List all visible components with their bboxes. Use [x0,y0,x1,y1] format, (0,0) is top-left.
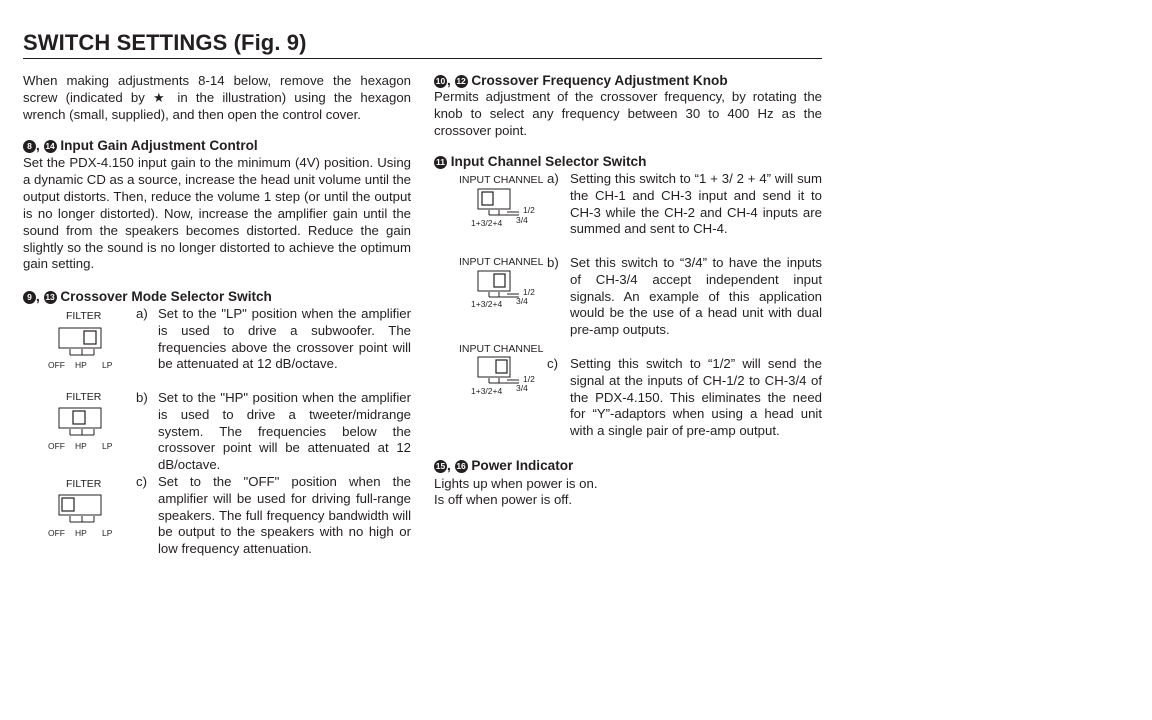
crossover-mode-item-c: Set to the "OFF" position when the amplifier will be used for driving full-range speakers. The full frequency bandwidth will be output to the speakers with no high or low frequency attenuation. [158,474,411,557]
input-pos-34: 3/4 [516,383,528,393]
gain-body: Set the PDX-4.150 input gain to the minimum (4V) position. Using a dynamic CD as a source, increase the head unit volume until the output distorts. Then, reduce the volume 1 step (or until the output is no longer distorted). Now, increase the amplifier gain until the sound from the speakers becomes distorted. Reduce the gain slightly so the sound is no longer distorted to achieve the optimum gain setting. [23,155,411,272]
filter-switch-diagram [58,407,104,439]
callout-number: 16 [456,461,466,471]
power-heading: 15 , 16 Power Indicator [435,458,574,473]
item-letter: b) [547,255,559,270]
input-pos-34: 3/4 [516,296,528,306]
power-heading-text: Power Indicator [471,458,574,473]
page-title: SWITCH SETTINGS (Fig. 9) [23,30,307,55]
crossover-mode-heading-text: Crossover Mode Selector Switch [60,289,272,304]
input-pos-half: 1/2 [523,205,535,215]
filter-switch-diagram [58,327,104,359]
callout-number: 14 [45,141,55,151]
input-channel-heading [434,153,646,170]
input-channel-item-a: Setting this switch to “1 + 3/ 2 + 4” will sum the CH-1 and CH-3 input and send it to CH-3 while the CH-2 and CH-4 inputs are summed and sent to CH-4. [570,171,822,237]
filter-pos-lp: LP [102,360,113,370]
filter-pos-hp: HP [75,360,87,370]
title-rule [23,58,822,59]
input-channel-label: INPUT CHANNEL [459,256,544,268]
input-pos-sum: 1+3/2+4 [471,386,503,396]
crossover-mode-heading: 9 , 13 Crossover Mode Selector Switch [23,288,272,305]
item-letter: a) [547,171,559,186]
item-letter: c) [136,474,147,489]
callout-number: 9 [23,291,36,304]
callout-number: 15 [435,461,446,471]
item-letter: b) [136,390,148,405]
power-line-off: Is off when power is off. [434,492,573,507]
filter-switch-diagram [58,494,104,526]
crossover-freq-heading: 10 , 12 Crossover Frequency Adjustment Knob [435,73,728,88]
filter-label: FILTER [66,310,102,322]
item-letter: a) [136,306,148,321]
filter-pos-lp: LP [102,441,113,451]
input-pos-34: 3/4 [516,215,528,225]
input-channel-label: INPUT CHANNEL [459,174,544,186]
crossover-freq-heading-text: Crossover Frequency Adjustment Knob [471,73,728,88]
gain-heading-text: Input Gain Adjustment Control [60,138,258,153]
filter-pos-lp: LP [102,528,113,538]
input-pos-sum: 1+3/2+4 [471,299,503,309]
input-pos-half: 1/2 [523,287,535,297]
filter-pos-hp: HP [75,441,87,451]
callout-number: 10 [435,76,446,86]
crossover-mode-item-a: Set to the "LP" position when the amplifier is used to drive a subwoofer. The frequencies above the crossover point will be attenuated at 12 dB/octave. [158,306,411,372]
crossover-freq-body: Permits adjustment of the crossover frequency, by rotating the knob to select any frequency between 30 to 400 Hz as the crossover point. [434,89,822,138]
callout-number: 8 [23,140,36,153]
input-channel-item-b: Set this switch to “3/4” to have the inputs of CH-3/4 accept independent input signals. An example of this application would be the use of a head unit with dual pre-amp outputs. [570,255,822,338]
callout-number: 13 [45,292,55,302]
gain-heading: 8 , 14 Input Gain Adjustment Control [23,137,258,154]
item-letter: c) [547,356,558,371]
filter-pos-off: OFF [48,528,65,538]
filter-pos-off: OFF [48,360,65,370]
power-line-on: Lights up when power is on. [434,476,598,491]
crossover-mode-item-b: Set to the "HP" position when the amplifier is used to drive a tweeter/midrange system. The frequencies below the crossover point will be attenuated at 12 dB/octave. [158,390,411,473]
input-channel-heading-text: Input Channel Selector Switch [450,154,647,169]
input-channel-label: INPUT CHANNEL [459,343,544,355]
input-channel-item-c: Setting this switch to “1/2” will send the signal at the inputs of CH-1/2 to CH-3/4 of the PDX-4.150. This eliminates the need for “Y”-adaptors when using a head unit with a single pair of pre-amp output. [570,356,822,439]
filter-label: FILTER [66,391,102,403]
filter-pos-hp: HP [75,528,87,538]
filter-label: FILTER [66,478,102,490]
callout-number: 11 [436,157,445,167]
input-channel-switch-diagram [477,356,527,386]
filter-pos-off: OFF [48,441,65,451]
input-pos-half: 1/2 [523,374,535,384]
input-pos-sum: 1+3/2+4 [471,218,503,228]
callout-number: 12 [456,76,466,86]
intro-paragraph: When making adjustments 8-14 below, remove the hexagon screw (indicated by ★ in the illustration) using the hexagon wrench (small, supplied), and then open the control cover. [23,73,411,122]
input-channel-switch-diagram [477,188,527,218]
